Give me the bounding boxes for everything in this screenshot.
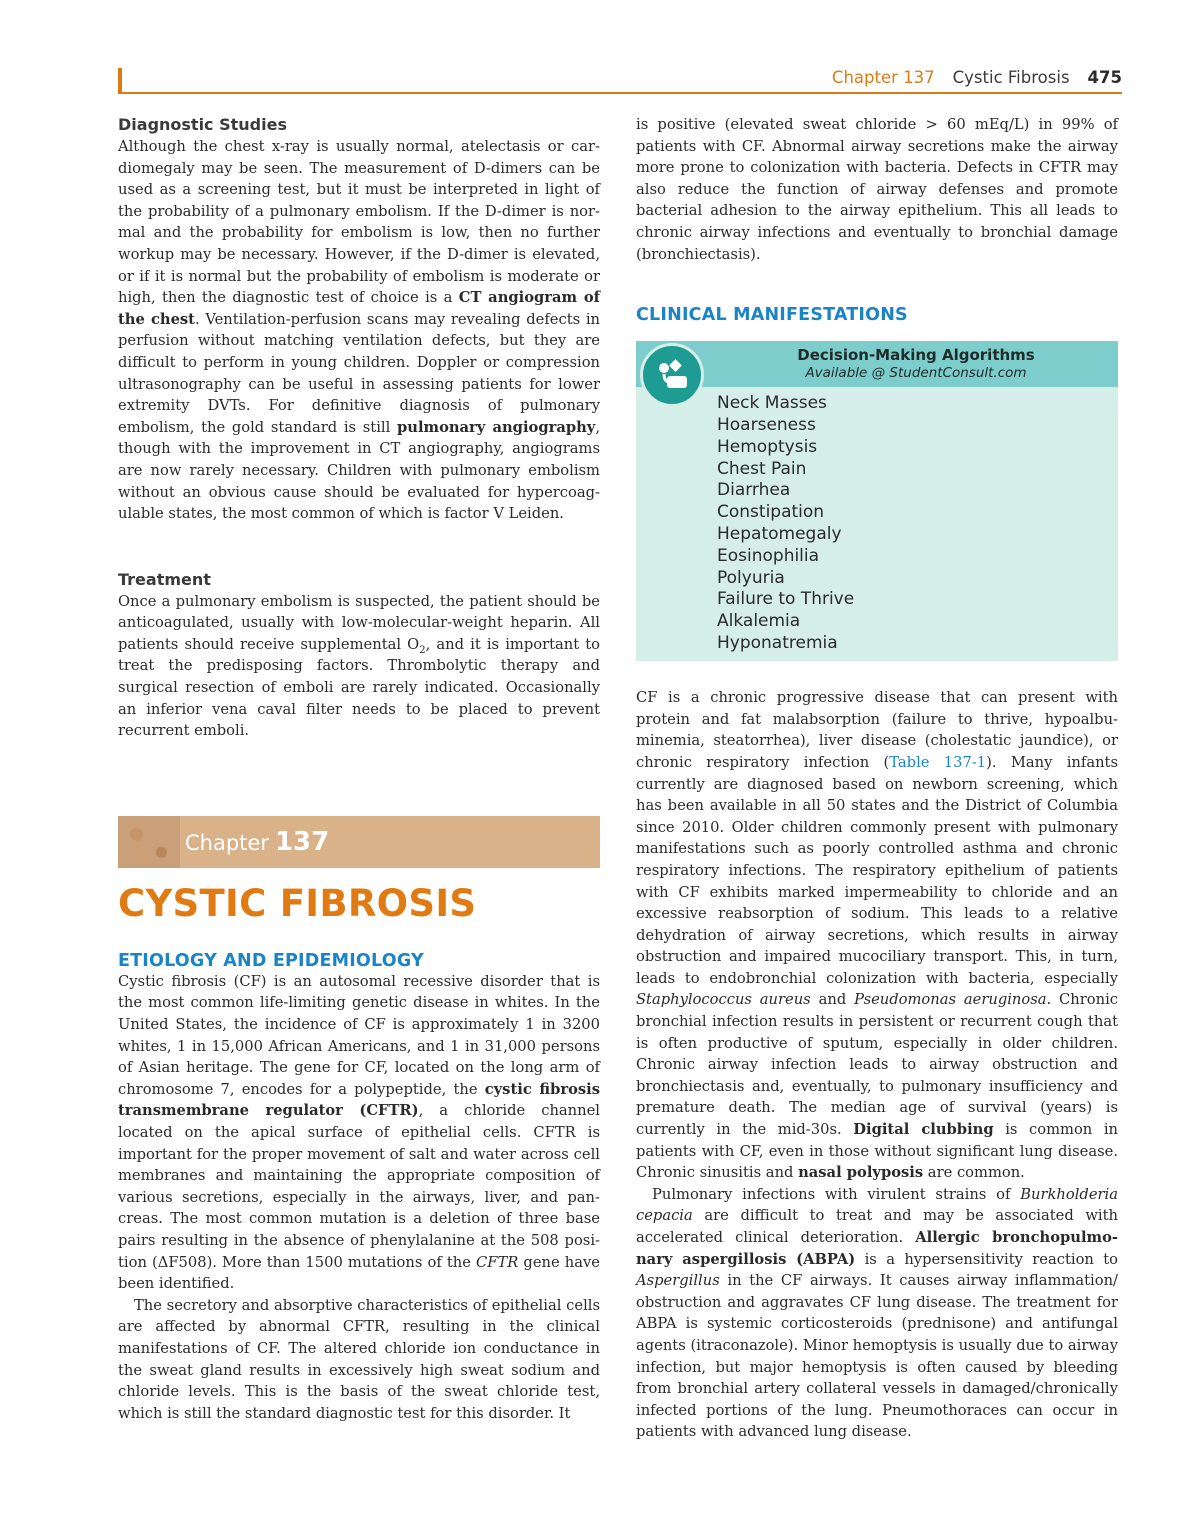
text-segment: is positive (elevated sweat chloride > 60 mEq/L) in 99% of patients with CF. Abnormal airway secretions make the airway more prone to colonization with bacteria. Defects in CFTR may also reduce the function of airway defenses and promote bacterial adhesion to the airway epithelium. This all leads to chronic airway infections and eventually to bronchial damage (bronchiectasis). bbox=[636, 116, 1118, 263]
text-segment: Cystic fibrosis (CF) is an autosomal recessive disorder that is the most common life-limiting genetic disease in whites. In the United States, the incidence of CF is approximately 1 in 3200 whites, 1 in 15,000 African Americans, and 1 in 31,000 persons of Asian heritage. The gene for CF, located on the long arm of chromosome 7, encodes for a polypeptide, the bbox=[118, 972, 600, 1098]
text-segment: and bbox=[810, 991, 855, 1009]
text-segment: ). Many infants currently are diagnosed based on newborn screening, which has been available in all 50 states and the District of Columbia since 2010. Older children commonly present with pulmonary manifestations such as poorly controlled asthma and chronic respiratory infections. The respiratory epithelium of patients with CF exhibits marked impermeability to chloride and an excessive reabsorption of sodium. This leads to a relative dehydration of airway secretions, which results in airway obstruction and impaired mucociliary transport. This, in turn, leads to endobronchial colonization with bacteria, especially bbox=[636, 753, 1118, 987]
running-head bbox=[118, 68, 1122, 94]
etiology-paragraph-2 bbox=[118, 1295, 600, 1425]
clinical-paragraph-1 bbox=[636, 687, 1118, 1184]
text-segment: , and it is important to treat the predisposing factors. Thrombolytic therapy and surgical resection of emboli are rarely indicated. Occasionally an inferior vena caval filter needs to be placed to prevent recurrent emboli. bbox=[118, 635, 600, 740]
algorithm-item: Chest Pain bbox=[717, 458, 807, 479]
text-segment: pulmonary angiography bbox=[397, 418, 596, 436]
text-segment: Pulmonary infections with virulent strains of bbox=[652, 1185, 1021, 1203]
text-segment: . Chronic bronchial infection results in persistent or recurrent cough that is often productive of sputum, especially in older children. Chronic airway infection leads to airway obstruction and bronchiectasis and, eventually, to pulmonary insufficiency and premature death. The median age of survival (years) is currently in the mid-30s. bbox=[636, 991, 1118, 1139]
running-head-text bbox=[832, 68, 1122, 87]
text-segment: 2 bbox=[419, 644, 426, 656]
algorithm-item: Constipation bbox=[717, 502, 825, 523]
text-segment: is common in patients with CF, even in those without significant lung disease. Chronic sinusitis and bbox=[636, 1121, 1119, 1182]
text-segment: nasal polyposis bbox=[798, 1164, 924, 1182]
treatment-heading: Treatment bbox=[118, 569, 211, 589]
etiology-heading: ETIOLOGY AND EPIDEMIOLOGY bbox=[118, 950, 424, 971]
text-segment: Staphylococcus aureus bbox=[636, 991, 811, 1009]
text-segment: Allergic bronchopulmonary aspergillosis (ABPA) bbox=[636, 1229, 1119, 1268]
algorithm-item: Hyponatremia bbox=[717, 632, 838, 653]
left-column bbox=[118, 114, 600, 1424]
chapter-banner-label: Chapter bbox=[185, 830, 269, 855]
right-column bbox=[636, 114, 1118, 1443]
algorithms-header bbox=[636, 341, 1118, 387]
algorithm-item: Hepatomegaly bbox=[717, 523, 842, 544]
text-segment: , though with the improvement in CT angiography, angiograms are now rarely necessary. Children with pulmonary embolism without an obvious cause should be evaluated for hypercoagulable states, the most common of which is factor V Leiden. bbox=[118, 418, 600, 523]
algorithm-item: Polyuria bbox=[717, 567, 785, 588]
continuation-paragraph bbox=[636, 114, 1118, 265]
chapter-title: CYSTIC FIBROSIS bbox=[118, 881, 477, 925]
page-number: 475 bbox=[1087, 68, 1122, 87]
text-segment: Once a pulmonary embolism is suspected, the patient should be anticoagulated, usually with low-molecular-weight heparin. All patients should receive supplemental O bbox=[118, 592, 600, 653]
running-head-title: Cystic Fibrosis bbox=[952, 68, 1070, 87]
text-segment: , a chloride channel located on the apical surface of epithelial cells. CFTR is important for the proper movement of salt and water across cell membranes and maintaining the appropriate composition of various secretions, especially in the airways, liver, and pancreas. The most common mutation is a deletion of three base pairs resulting in the absence of phenylalanine at the 508 position (ΔF508). More than 1500 mutations of the bbox=[118, 1102, 600, 1271]
algorithm-item: Hemoptysis bbox=[717, 436, 818, 457]
text-segment: The secretory and absorptive characteristics of epithelial cells are affected by abnormal CFTR, resulting in the clinical manifestations of CF. The altered chloride ion conductance in the sweat gland results in excessively high sweat sodium and chloride levels. This is the basis of the sweat chloride test, which is still the standard diagnostic test for this disorder. It bbox=[118, 1296, 600, 1422]
text-segment: in the CF airways. It causes airway inflammation/​obstruction and aggravates CF lung disease. The treatment for ABPA is systemic corticosteroids (prednisone) and antifungal agents (itraconazole). Minor hemoptysis is usually due to airway infection, but major hemoptysis is often caused by bleeding from bronchial artery collateral vessels in damaged/​chronically infected portions of the lung. Pneumothoraces can occur in patients with advanced lung disease. bbox=[636, 1272, 1118, 1441]
algorithms-list bbox=[717, 393, 854, 655]
text-segment: gene have been identified. bbox=[118, 1253, 600, 1293]
text-segment: . Ventilation-perfusion scans may revealing defects in perfusion without matching ventilation defects, but they are difficult to perform in young children. Doppler or compression ultrasonography can be useful in assessing patients for lower extremity DVTs. For definitive diagnosis of pulmonary embolism, the gold standard is still bbox=[118, 310, 600, 436]
algorithms-subtitle: Available @ StudentConsult.com bbox=[805, 365, 1027, 382]
algorithm-item: Alkalemia bbox=[717, 611, 801, 632]
text-segment: Pseudomonas aeruginosa bbox=[854, 991, 1047, 1009]
decision-algorithms-box bbox=[636, 341, 1118, 661]
text-segment: are common. bbox=[923, 1164, 1025, 1182]
text-segment: are difficult to treat and may be associated with accelerated clinical deterioration. bbox=[636, 1207, 1118, 1246]
treatment-paragraph bbox=[118, 591, 600, 742]
clinical-manifestations-heading: CLINICAL MANIFESTATIONS bbox=[636, 305, 908, 326]
text-segment: cystic fibrosis transmembrane regulator (CFTR) bbox=[118, 1080, 600, 1120]
text-segment: Digital clubbing bbox=[853, 1121, 994, 1139]
chapter-banner bbox=[118, 816, 600, 868]
algorithms-title: Decision-Making Algorithms bbox=[797, 346, 1035, 365]
text-segment: Burkholderia cepacia bbox=[636, 1185, 1118, 1225]
clinical-paragraph-2 bbox=[636, 1184, 1118, 1443]
diagnostic-studies-heading: Diagnostic Studies bbox=[118, 115, 287, 134]
chapter-banner-text bbox=[185, 827, 329, 857]
text-segment: Aspergillus bbox=[636, 1272, 720, 1290]
running-head-chapter: Chapter 137 bbox=[831, 68, 935, 87]
algorithm-item: Neck Masses bbox=[717, 393, 827, 414]
etiology-paragraph-1 bbox=[118, 971, 600, 1295]
algorithm-flowchart-icon bbox=[640, 343, 704, 407]
text-segment: CFTR bbox=[476, 1253, 519, 1271]
chapter-banner-number: 137 bbox=[274, 826, 330, 857]
text-segment: Although the chest x-ray is usually normal, atelectasis or cardiomegaly may be seen. The measurement of D-dimers can be used as a screening test, but it must be interpreted in light of the probability of a pulmonary embolism. If the D-dimer is normal and the probability for embolism is low, then no further workup may be necessary. However, if the D-dimer is elevated, or if it is normal but the probability of embolism is moderate or high, then the diagnostic test of choice is a bbox=[118, 138, 600, 307]
table-reference-link[interactable]: Table 137-1 bbox=[889, 753, 987, 771]
text-segment: is a hypersensitivity reaction to bbox=[855, 1250, 1118, 1268]
text-segment: CF is a chronic progressive disease that can present with protein and fat malabsorption (failure to thrive, hypoalbuminemia, steatorrhea), liver disease (cholestatic jaundice), or chronic respiratory infection ( bbox=[636, 689, 1118, 771]
banner-texture-image bbox=[118, 816, 180, 868]
algorithm-item: Failure to Thrive bbox=[717, 589, 855, 610]
text-segment: CT angiogram of the chest bbox=[118, 289, 600, 328]
algorithm-item: Hoarseness bbox=[717, 414, 816, 435]
algorithm-item: Eosinophilia bbox=[717, 545, 820, 566]
diagnostic-studies-paragraph bbox=[118, 136, 600, 525]
algorithm-item: Diarrhea bbox=[717, 480, 791, 501]
